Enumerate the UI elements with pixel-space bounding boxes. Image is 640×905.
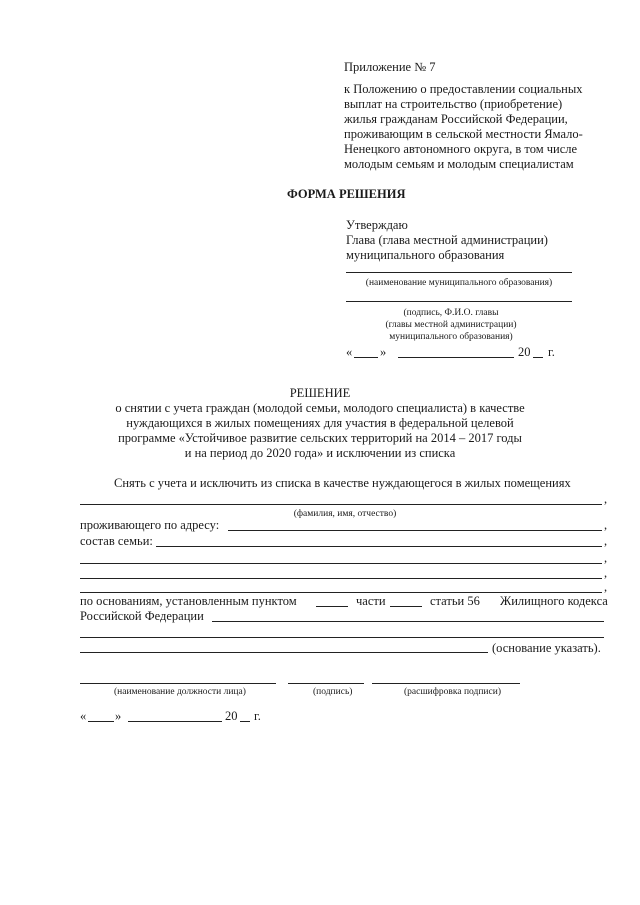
- grounds-text-2: Российской Федерации: [80, 609, 204, 623]
- comma: ,: [604, 518, 608, 532]
- head-signature-caption: муниципального образования): [389, 332, 513, 342]
- sign-date-month[interactable]: [128, 721, 222, 722]
- position-line[interactable]: [80, 683, 276, 684]
- head-signature-caption: (подпись, Ф.И.О. главы: [403, 308, 499, 318]
- sign-date-open: «: [80, 709, 87, 723]
- grounds-line[interactable]: [212, 621, 604, 622]
- grounds-note: (основание указать).: [492, 641, 601, 655]
- decision-heading: РЕШЕНИЕ: [289, 386, 351, 400]
- comma: ,: [604, 551, 608, 565]
- signature-line[interactable]: [288, 683, 364, 684]
- sign-date-day[interactable]: [88, 721, 114, 722]
- family-line[interactable]: [80, 563, 602, 564]
- appendix-line: проживающим в сельской местности Ямало-: [344, 127, 583, 141]
- approval-date-open: «: [346, 345, 353, 359]
- appendix-line: к Положению о предоставлении социальных: [344, 82, 583, 96]
- comma: ,: [604, 534, 608, 548]
- grounds-article: статьи 56: [430, 594, 480, 608]
- appendix-line: Ненецкого автономного округа, в том числе: [344, 142, 578, 156]
- grounds-part-field[interactable]: [390, 606, 422, 607]
- decision-line: и на период до 2020 года» и исключении из списка: [184, 446, 456, 460]
- comma: ,: [604, 580, 608, 594]
- grounds-code: Жилищного кодекса: [500, 594, 608, 608]
- head-signature-line[interactable]: [346, 301, 572, 302]
- fio-caption: (фамилия, имя, отчество): [293, 509, 397, 519]
- approval-line: Утверждаю: [346, 218, 408, 232]
- grounds-line[interactable]: [80, 637, 604, 638]
- appendix-title: Приложение № 7: [344, 60, 436, 74]
- family-line[interactable]: [156, 546, 602, 547]
- appendix-line: выплат на строительство (приобретение): [344, 97, 563, 111]
- grounds-point-field[interactable]: [316, 606, 348, 607]
- approval-line: Глава (глава местной администрации): [346, 233, 548, 247]
- grounds-line[interactable]: [80, 652, 488, 653]
- approval-date-year: 20: [518, 345, 531, 359]
- decision-line: о снятии с учета граждан (молодой семьи, молодого специалиста) в качестве: [115, 401, 525, 415]
- approval-line: муниципального образования: [346, 248, 505, 262]
- sign-date-close: »: [115, 709, 122, 723]
- decision-line: программе «Устойчивое развитие сельских территорий на 2014 – 2017 годы: [118, 431, 522, 445]
- approval-date-day[interactable]: [354, 357, 378, 358]
- form-title: ФОРМА РЕШЕНИЯ: [287, 187, 406, 201]
- fio-line[interactable]: [80, 504, 602, 505]
- appendix-line: жилья гражданам Российской Федерации,: [344, 112, 568, 126]
- comma: ,: [604, 566, 608, 580]
- family-line[interactable]: [80, 578, 602, 579]
- appendix-line: молодым семьям и молодым специалистам: [344, 157, 574, 171]
- position-caption: (наименование должности лица): [114, 687, 246, 697]
- grounds-text: по основаниям, установленным пунктом: [80, 594, 297, 608]
- grounds-part: части: [356, 594, 386, 608]
- approval-date-month[interactable]: [398, 357, 514, 358]
- approval-date-year-field[interactable]: [533, 357, 543, 358]
- signature-caption: (подпись): [313, 687, 353, 697]
- family-label: состав семьи:: [80, 534, 153, 548]
- comma: ,: [604, 492, 608, 506]
- intro-text: Снять с учета и исключить из списка в качестве нуждающегося в жилых помещениях: [114, 476, 571, 490]
- sign-date-suffix: г.: [254, 709, 261, 723]
- decode-caption: (расшифровка подписи): [404, 687, 501, 697]
- address-label: проживающего по адресу:: [80, 518, 220, 532]
- approval-date-close: »: [380, 345, 387, 359]
- sign-date-year: 20: [225, 709, 238, 723]
- decode-line[interactable]: [372, 683, 520, 684]
- address-line[interactable]: [228, 530, 602, 531]
- family-line[interactable]: [80, 592, 602, 593]
- municipality-caption: (наименование муниципального образования): [365, 278, 553, 288]
- approval-date-suffix: г.: [548, 345, 555, 359]
- decision-line: нуждающихся в жилых помещениях для участия в федеральной целевой: [126, 416, 514, 430]
- municipality-name-line[interactable]: [346, 272, 572, 273]
- sign-date-year-field[interactable]: [240, 721, 250, 722]
- head-signature-caption: (главы местной администрации): [385, 320, 517, 330]
